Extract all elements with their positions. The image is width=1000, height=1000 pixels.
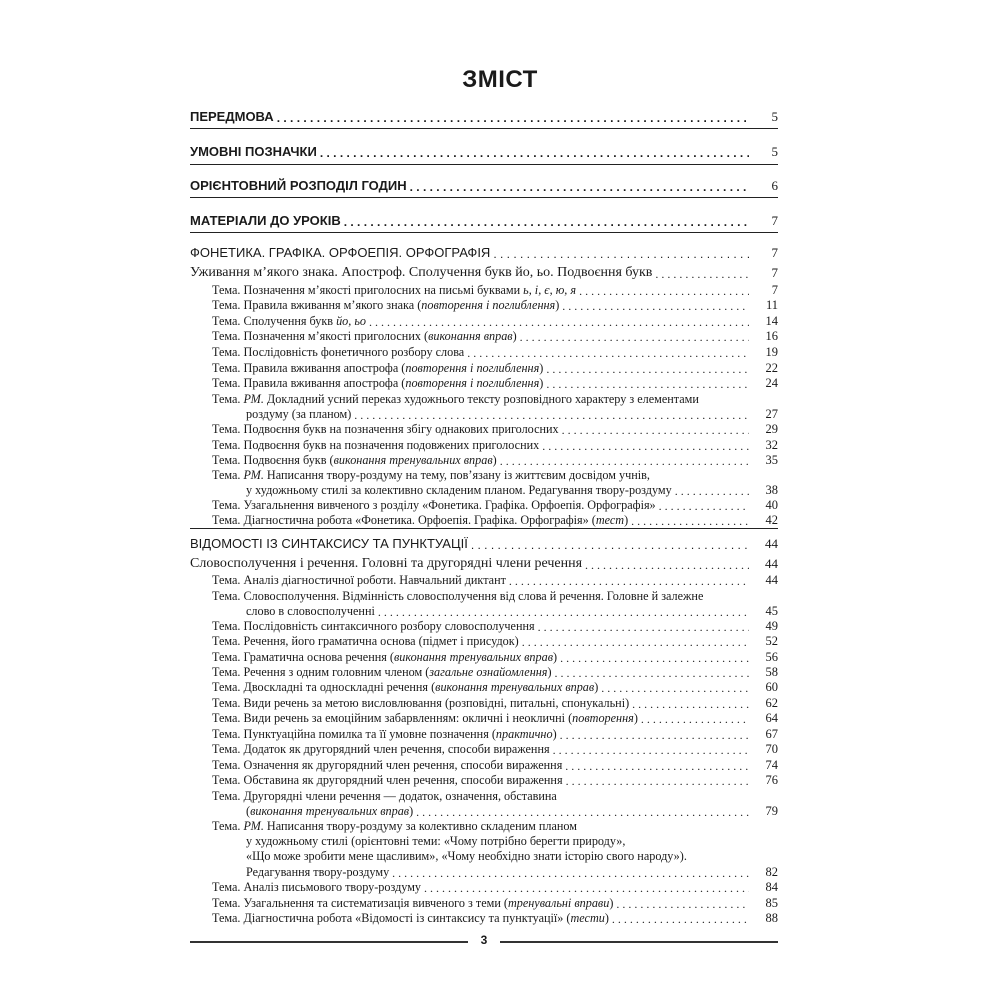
toc-entry-label: ОРІЄНТОВНИЙ РОЗПОДІЛ ГОДИН bbox=[190, 178, 407, 193]
toc-entry-label: УМОВНІ ПОЗНАЧКИ bbox=[190, 144, 317, 159]
toc-page-number: 84 bbox=[765, 880, 778, 894]
toc-entry-label: ВІДОМОСТІ ІЗ СИНТАКСИСУ ТА ПУНКТУАЦІЇ bbox=[190, 536, 468, 551]
toc-page-number: 44 bbox=[765, 573, 778, 587]
footer-rule-left bbox=[190, 941, 468, 943]
toc-topic[interactable]: Тема. Правила вживання апострофа (повторення і поглиблення) . . . 22 bbox=[212, 361, 778, 375]
toc-page-number: 76 bbox=[765, 773, 778, 787]
toc-entry-label: ПЕРЕДМОВА bbox=[190, 109, 274, 124]
toc-topic[interactable]: Тема. Речення, його граматична основа (підмет і присудок) . . . 52 bbox=[212, 634, 778, 648]
toc-page-number: 29 bbox=[765, 422, 778, 436]
toc-topic-line[interactable]: Тема. РМ. Написання твору-роздуму на тему, пов’язану із життєвим досвідом учнів, bbox=[212, 468, 650, 482]
toc-topic[interactable]: Тема. Аналіз діагностичної роботи. Навчальний диктант . . . 44 bbox=[212, 573, 778, 587]
toc-topic[interactable]: Тема. Означення як другорядний член речення, способи вираження . . . 74 bbox=[212, 758, 778, 772]
toc-topic-line[interactable]: у художньому стилі (орієнтовні теми: «Чому потрібно берегти природу», bbox=[246, 834, 626, 848]
toc-topic[interactable]: Тема. Пунктуаційна помилка та її умовне позначення (практично) . . . 67 bbox=[212, 727, 778, 741]
toc-page-number: 6 bbox=[771, 178, 778, 193]
toc-page-number: 74 bbox=[765, 758, 778, 772]
toc-page-number: 40 bbox=[765, 498, 778, 512]
toc-page-number: 58 bbox=[765, 665, 778, 679]
toc-topic[interactable]: слово в словосполученні . . . 45 bbox=[246, 604, 778, 618]
toc-page-number: 27 bbox=[765, 407, 778, 421]
toc-page-number: 62 bbox=[765, 696, 778, 710]
toc-entry-phonetics[interactable] bbox=[190, 246, 778, 260]
toc-entry-label: Уживання м’якого знака. Апостроф. Сполучення букв йо, ьо. Подвоєння букв bbox=[190, 265, 653, 280]
toc-page-number: 45 bbox=[765, 604, 778, 618]
toc-page-number: 44 bbox=[765, 556, 778, 571]
toc-topic[interactable]: Редагування твору-роздуму . . . 82 bbox=[246, 865, 778, 879]
toc-topic[interactable]: Тема. Позначення м’якості приголосних (виконання вправ) . . . 16 bbox=[212, 329, 778, 343]
toc-entry-hours[interactable] bbox=[190, 179, 778, 193]
toc-subsection[interactable] bbox=[190, 266, 778, 280]
toc-entry-label: Словосполучення і речення. Головні та другорядні члени речення bbox=[190, 556, 583, 571]
toc-topic-line[interactable]: Тема. Словосполучення. Відмінність словосполучення від слова й речення. Головне й залежне bbox=[212, 589, 704, 603]
toc-page-number: 32 bbox=[765, 438, 778, 452]
toc-page-number: 24 bbox=[765, 376, 778, 390]
toc-page-number: 82 bbox=[765, 865, 778, 879]
toc-page-number: 11 bbox=[765, 298, 778, 312]
toc-topic[interactable]: Тема. Послідовність синтаксичного розбору словосполучення . . . 49 bbox=[212, 619, 778, 633]
toc-topic[interactable]: Тема. Сполучення букв йо, ьо . . . 14 bbox=[212, 314, 778, 328]
toc-topic[interactable]: Тема. Діагностична робота «Фонетика. Орфоепія. Графіка. Орфографія» (тест) . . . 42 bbox=[212, 513, 778, 527]
toc-topic[interactable]: Тема. Подвоєння букв (виконання тренувальних вправ) . . . 35 bbox=[212, 453, 778, 467]
toc-page-number: 22 bbox=[765, 361, 778, 375]
toc-topic[interactable]: Тема. Послідовність фонетичного розбору слова . . . 19 bbox=[212, 345, 778, 359]
toc-page-number: 56 bbox=[765, 650, 778, 664]
toc-topic[interactable]: Тема. Речення з одним головним членом (загальне ознайомлення) . . . 58 bbox=[212, 665, 778, 679]
toc-entry-legend[interactable] bbox=[190, 145, 778, 159]
toc-subsection[interactable] bbox=[190, 557, 778, 571]
toc-page-number: 49 bbox=[765, 619, 778, 633]
toc-page-number: 88 bbox=[765, 911, 778, 925]
toc-topic-line[interactable]: Тема. РМ. Написання твору-роздуму за колективно складеним планом bbox=[212, 819, 577, 833]
toc-page-number: 44 bbox=[765, 536, 778, 551]
toc-page-number: 14 bbox=[765, 314, 778, 328]
toc-page-number: 42 bbox=[765, 513, 778, 527]
page-number: 3 bbox=[480, 933, 488, 947]
table-of-contents bbox=[190, 0, 778, 1000]
toc-topic[interactable]: у художньому стилі за колективно складеним планом. Редагування твору-роздуму . . . 38 bbox=[246, 483, 778, 497]
toc-page-number: 7 bbox=[771, 283, 778, 297]
toc-page-number: 16 bbox=[765, 329, 778, 343]
toc-topic[interactable]: Тема. Позначення м’якості приголосних на письмі буквами ь, і, є, ю, я . . . 7 bbox=[212, 283, 778, 297]
toc-topic-line[interactable]: Тема. Другорядні члени речення — додаток, означення, обставина bbox=[212, 789, 557, 803]
toc-topic[interactable]: Тема. Подвоєння букв на позначення збігу однакових приголосних . . . 29 bbox=[212, 422, 778, 436]
toc-topic[interactable]: Тема. Види речень за емоційним забарвленням: окличні і неокличні (повторення) . . . 64 bbox=[212, 711, 778, 725]
toc-topic[interactable]: роздуму (за планом) . . . 27 bbox=[246, 407, 778, 421]
toc-entry-label: МАТЕРІАЛИ ДО УРОКІВ bbox=[190, 213, 341, 228]
toc-page-number: 19 bbox=[765, 345, 778, 359]
toc-topic[interactable]: Тема. Узагальнення та систематизація вивченого з теми (тренувальні вправи) . . . 85 bbox=[212, 896, 778, 910]
toc-page-number: 35 bbox=[765, 453, 778, 467]
toc-entry-preface[interactable] bbox=[190, 110, 778, 124]
toc-page-number: 64 bbox=[765, 711, 778, 725]
toc-topic[interactable]: (виконання тренувальних вправ) . . . 79 bbox=[246, 804, 778, 818]
toc-topic[interactable]: Тема. Подвоєння букв на позначення подовжених приголосних . . . 32 bbox=[212, 438, 778, 452]
toc-topic[interactable]: Тема. Граматична основа речення (виконання тренувальних вправ) . . . 56 bbox=[212, 650, 778, 664]
toc-topic[interactable]: Тема. Правила вживання м’якого знака (повторення і поглиблення) . . . 11 bbox=[212, 298, 778, 312]
toc-page-number: 5 bbox=[771, 109, 778, 124]
toc-page-number: 5 bbox=[771, 144, 778, 159]
toc-topic[interactable]: Тема. Правила вживання апострофа (повторення і поглиблення) . . . 24 bbox=[212, 376, 778, 390]
toc-page-number: 7 bbox=[771, 265, 778, 280]
toc-page-number: 60 bbox=[765, 680, 778, 694]
page-title: ЗМІСТ bbox=[462, 66, 538, 93]
toc-topic-line[interactable]: Тема. РМ. Докладний усний переказ художнього тексту розповідного характеру з елементами bbox=[212, 392, 699, 406]
toc-page-number: 79 bbox=[765, 804, 778, 818]
toc-entry-materials[interactable] bbox=[190, 214, 778, 228]
toc-entry-syntax[interactable] bbox=[190, 537, 778, 551]
toc-page-number: 7 bbox=[771, 245, 778, 260]
toc-page-number: 52 bbox=[765, 634, 778, 648]
toc-page-number: 85 bbox=[765, 896, 778, 910]
toc-topic-line[interactable]: «Що може зробити мене щасливим», «Чому необхідно знати історію свого народу»). bbox=[246, 849, 687, 863]
toc-topic[interactable]: Тема. Види речень за метою висловлювання (розповідні, питальні, спонукальні) . . . 62 bbox=[212, 696, 778, 710]
toc-topic[interactable]: Тема. Обставина як другорядний член речення, способи вираження . . . 76 bbox=[212, 773, 778, 787]
toc-page-number: 38 bbox=[765, 483, 778, 497]
toc-topic[interactable]: Тема. Узагальнення вивченого з розділу «Фонетика. Графіка. Орфоепія. Орфографія» . . . 40 bbox=[212, 498, 778, 512]
toc-page-number: 70 bbox=[765, 742, 778, 756]
footer-rule-right bbox=[500, 941, 778, 943]
toc-page-number: 7 bbox=[771, 213, 778, 228]
toc-topic[interactable]: Тема. Додаток як другорядний член речення, способи вираження . . . 70 bbox=[212, 742, 778, 756]
toc-entry-label: ФОНЕТИКА. ГРАФІКА. ОРФОЕПІЯ. ОРФОГРАФІЯ bbox=[190, 245, 491, 260]
toc-topic[interactable]: Тема. Діагностична робота «Відомості із синтаксису та пунктуації» (тести) . . . 88 bbox=[212, 911, 778, 925]
toc-topic[interactable]: Тема. Двоскладні та односкладні речення (виконання тренувальних вправ) . . . 60 bbox=[212, 680, 778, 694]
toc-page-number: 67 bbox=[765, 727, 778, 741]
toc-topic[interactable]: Тема. Аналіз письмового твору-роздуму . . . 84 bbox=[212, 880, 778, 894]
